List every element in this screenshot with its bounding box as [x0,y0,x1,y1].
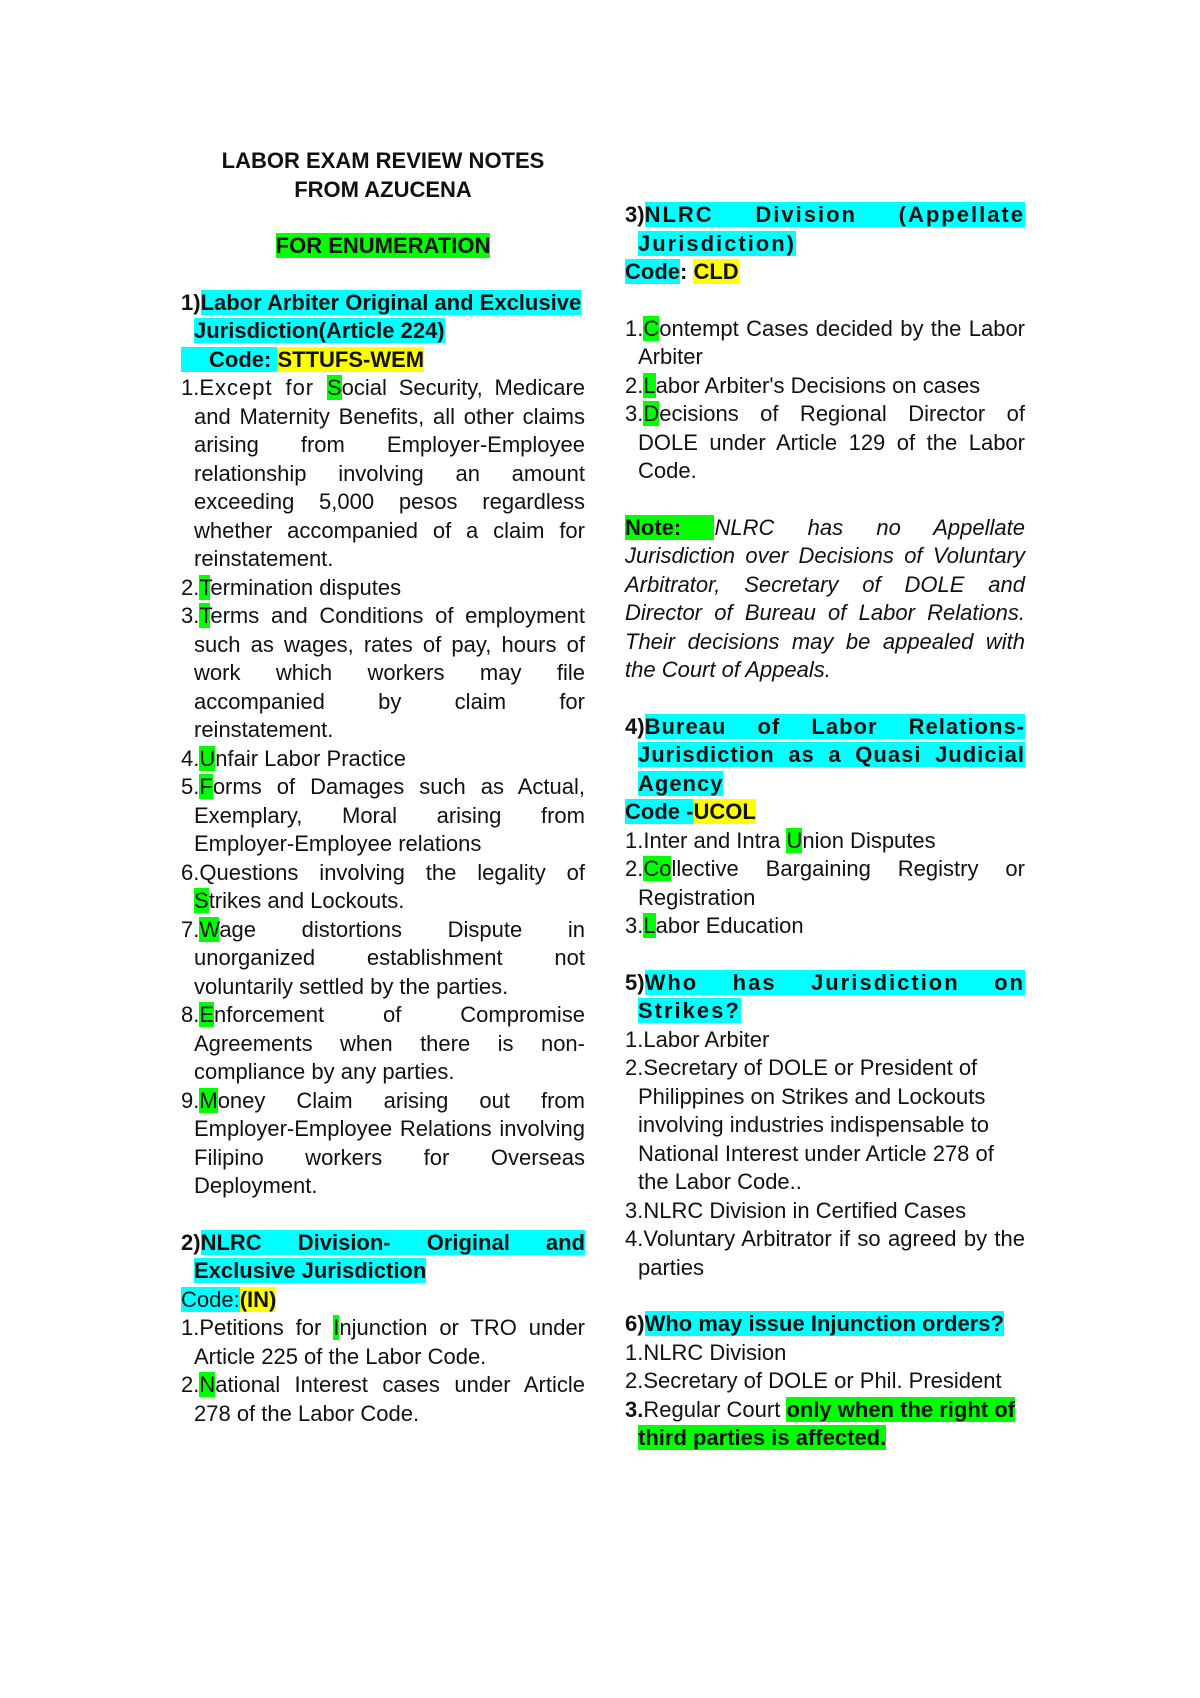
item-number: 1. [181,375,200,400]
list-item [181,374,585,574]
mnemonic-letter: I [333,1315,340,1340]
section-heading [625,1310,1025,1339]
list-item [181,916,585,1002]
emphasized-text: only when the right of third parties is affected. [638,1396,1015,1450]
list-item [181,1087,585,1201]
mnemonic-letter: L [643,913,656,938]
item-text: NLRC Division in Certified Cases [643,1197,967,1223]
list-item [625,912,1025,941]
right-column [625,201,1025,1453]
list-item [625,855,1025,912]
code-label: Code: [181,347,277,372]
mnemonic-letter: M [199,1087,218,1113]
list-item [625,1225,1025,1282]
item-text: ontempt Cases decided by the Labor Arbiter [638,315,1025,369]
item-text: ermination disputes [210,574,402,600]
item-list [625,1026,1025,1283]
section-strikes [625,969,1025,1283]
item-text: nfair Labor Practice [215,745,407,771]
mnemonic-letter: T [199,574,211,600]
section-heading [625,713,1025,799]
section-title: Bureau of Labor Relations-Jurisdiction as a Quasi Judicial Agency [638,713,1025,796]
item-text: Questions involving the legality of [199,859,585,885]
section-title: Who may issue Injunction orders? [644,1311,1004,1336]
mnemonic-letter: W [199,916,220,942]
item-number: 1. [625,315,644,341]
item-text: Voluntary Arbitrator if so agreed by the parties [638,1226,1025,1280]
item-number: 4. [181,745,200,771]
code-value: STTUFS-WEM [277,346,425,372]
section-title: NLRC Division (Appellate Jurisdiction) [638,202,1025,256]
note-label: Note: [625,514,715,540]
item-number: 2. [181,574,200,600]
item-text: Petitions for [199,1315,334,1340]
doc-title [181,147,585,204]
doc-title-line-1: LABOR EXAM REVIEW NOTES [221,148,545,173]
list-item [625,372,1025,401]
item-text: Inter and Intra [643,827,787,853]
item-number: 2. [625,372,644,398]
item-number: 6. [181,859,200,885]
code-label: Code: [181,1286,240,1312]
list-item [181,574,585,603]
code-line [625,798,1025,827]
mnemonic-letter: Co [643,856,672,881]
code-line [181,1286,585,1315]
item-number: 2. [181,1372,200,1397]
item-text: ocial Security, Medicare and Maternity Benefits, all other claims arising from Employer-Employee relationship involving an amount exceeding 5,000 pesos regardless whether accompanied of a claim for reinstatement. [194,375,586,571]
item-list [625,315,1025,486]
item-text: trikes and Lockouts. [208,888,405,913]
list-item [181,859,585,916]
section-heading [181,1229,585,1286]
item-text: NLRC Division [643,1339,787,1365]
enumeration-label: FOR ENUMERATION [275,233,491,258]
mnemonic-letter: S [326,375,342,400]
item-number: 9. [181,1087,200,1113]
section-nlrc-original [181,1229,585,1429]
item-number: 5. [181,774,200,799]
item-number: 3. [625,401,644,426]
item-text: Secretary of DOLE or President of Philippines on Strikes and Lockouts involving industries indispensable to National Interest under Article 278 of the Labor Code.. [638,1055,994,1194]
item-text: abor Arbiter's Decisions on cases [655,372,981,398]
list-item [181,1371,585,1428]
item-number: 3. [625,1396,644,1422]
section-title: Labor Arbiter Original and Exclusive Jurisdiction(Article 224) [194,289,582,343]
section-number: 4) [625,713,645,739]
mnemonic-letter: D [643,401,660,426]
item-number: 3. [625,1197,644,1223]
item-text: nforcement of Compromise Agreements when there is non-compliance by any parties. [194,1002,585,1084]
list-item [625,1026,1025,1055]
mnemonic-letter: L [643,372,656,398]
code-separator: : [680,259,694,284]
item-number: 1. [181,1315,200,1340]
item-text: ecisions of Regional Director of DOLE under Article 129 of the Labor Code. [638,401,1025,483]
code-value: CLD [693,259,739,284]
code-line [625,258,1025,287]
item-text: nion Disputes [802,827,936,853]
item-text: Regular Court [643,1396,787,1422]
section-number: 2) [181,1229,201,1255]
note-text: NLRC has no Appellate Jurisdiction over Decisions of Voluntary Arbitrator, Secretary of DOLE and Director of Bureau of Labor Relations. Their decisions may be appealed with the Court of Appeals. [625,514,1025,682]
list-item [181,773,585,859]
code-label: Code [625,259,680,284]
item-text: Except for [199,375,327,400]
item-text: erms and Conditions of employment such as wages, rates of pay, hours of work which workers may file accompanied by claim for reinstatement. [194,603,585,742]
list-item [625,400,1025,486]
item-text: age distortions Dispute in unorganized establishment not voluntarily settled by the parties. [194,916,585,999]
list-item [625,827,1025,856]
section-heading [625,969,1025,1026]
item-number: 2. [625,856,644,881]
item-number: 3. [625,913,644,938]
item-number: 1. [625,827,644,853]
item-text: ational Interest cases under Article 278 of the Labor Code. [194,1372,585,1426]
item-number: 7. [181,916,200,942]
item-number: 8. [181,1002,200,1027]
list-item [181,1001,585,1087]
section-injunction [625,1310,1025,1453]
section-heading [625,201,1025,258]
list-item [625,1367,1025,1396]
item-list [181,1314,585,1428]
mnemonic-letter: U [199,745,216,771]
code-value: (IN) [239,1286,277,1312]
list-item [181,745,585,774]
item-number: 2. [625,1055,644,1080]
code-value: UCOL [693,799,756,824]
item-number: 2. [625,1368,644,1393]
item-number: 1. [625,1339,644,1365]
item-text: llective Bargaining Registry or Registration [638,856,1025,910]
item-list [181,374,585,1201]
list-item [181,602,585,745]
section-number: 5) [625,969,645,995]
section-number: 1) [181,289,201,315]
item-list [625,827,1025,941]
item-text: njunction or TRO under Article 225 of the Labor Code. [194,1315,586,1369]
section-number: 6) [625,1311,645,1336]
item-text: Secretary of DOLE or Phil. President [643,1368,1002,1393]
item-text: orms of Damages such as Actual, Exemplary, Moral arising from Employer-Employee relations [194,774,585,856]
section-title: Who has Jurisdiction on Strikes? [638,969,1025,1023]
code-label: Code - [625,799,694,824]
list-item [625,315,1025,372]
section-nlrc-appellate [625,201,1025,685]
item-number: 3. [181,603,200,628]
item-list [625,1339,1025,1453]
list-item [625,1396,1025,1453]
mnemonic-letter: U [786,827,803,853]
section-labor-arbiter [181,289,585,1201]
section-blr [625,713,1025,941]
item-text: oney Claim arising out from Employer-Employee Relations involving Filipino workers for Overseas Deployment. [194,1087,585,1198]
mnemonic-letter: S [194,888,209,913]
item-text: abor Education [655,913,804,938]
left-column [181,147,585,1428]
item-number: 1. [625,1026,644,1052]
list-item [181,1314,585,1371]
mnemonic-letter: T [199,603,211,628]
list-item [625,1339,1025,1368]
section-title: NLRC Division- Original and Exclusive Jurisdiction [194,1229,585,1283]
list-item [625,1054,1025,1197]
note-paragraph [625,514,1025,685]
mnemonic-letter: N [199,1372,216,1397]
item-text: Labor Arbiter [643,1026,770,1052]
code-line [181,346,585,375]
mnemonic-letter: F [199,774,213,799]
list-item [625,1197,1025,1226]
section-number: 3) [625,202,645,227]
doc-title-line-2: FROM AZUCENA [294,176,472,202]
mnemonic-letter: C [643,315,660,341]
item-number: 4. [625,1226,644,1251]
enumeration-heading [181,232,585,261]
section-heading [181,289,585,346]
mnemonic-letter: E [199,1002,215,1027]
